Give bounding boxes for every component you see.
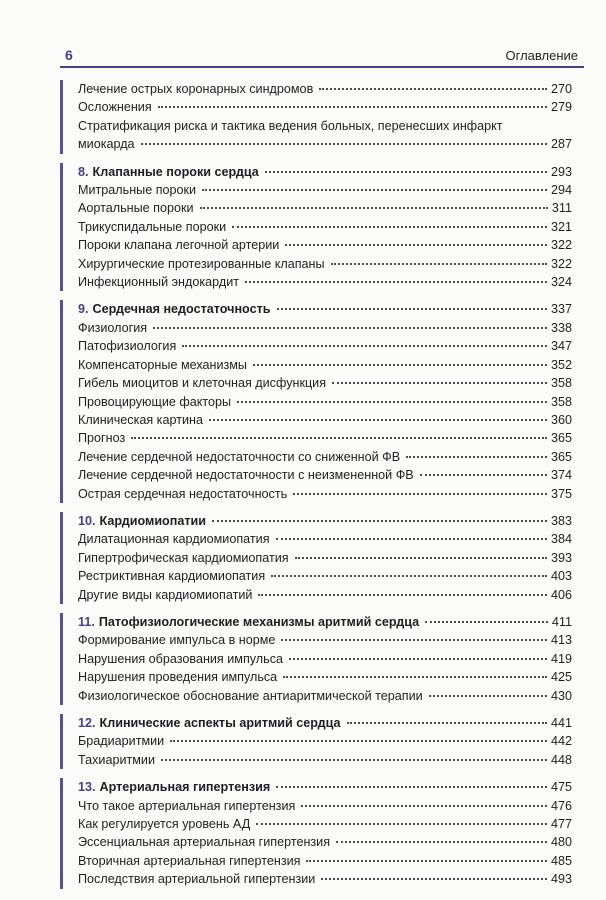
- dot-leader: [289, 658, 547, 660]
- chapter-title: Клапанные пороки сердца: [92, 164, 259, 179]
- dot-leader: [237, 401, 547, 403]
- dot-leader: [277, 308, 547, 310]
- dot-leader: [141, 143, 547, 145]
- toc-entry[interactable]: [78, 732, 572, 750]
- toc-entry-page: 294: [550, 183, 572, 198]
- toc-entry[interactable]: [78, 485, 572, 503]
- toc-entry-page: 365: [550, 449, 572, 464]
- toc-entry[interactable]: [78, 393, 572, 411]
- toc-entry-page: 419: [550, 651, 572, 666]
- toc-entry-page: 375: [550, 486, 572, 501]
- toc-entry-page: 287: [550, 137, 572, 152]
- chapter-title: Кардиомиопатии: [99, 513, 207, 528]
- toc-entry[interactable]: [78, 815, 572, 833]
- toc-entry[interactable]: [78, 650, 572, 668]
- toc-entry-title: Брадиаритмии: [78, 734, 165, 749]
- toc-entry-title: Гипертрофическая кардиомиопатия: [78, 550, 289, 565]
- toc-entry-title-line1: Стратификация риска и тактика ведения больных, перенесших инфаркт: [78, 118, 503, 133]
- chapter-11: [60, 613, 572, 705]
- toc-entry-title: Нарушения образования импульса: [78, 651, 283, 666]
- dot-leader: [319, 88, 547, 90]
- toc-entry-page: 442: [550, 734, 572, 749]
- dot-leader: [170, 740, 547, 742]
- chapter-heading[interactable]: [78, 163, 572, 181]
- toc-entry[interactable]: [78, 411, 572, 429]
- toc-entry-title: Гибель миоцитов и клеточная дисфункция: [78, 376, 327, 391]
- toc-entry[interactable]: [78, 668, 572, 686]
- toc-entry-page: 406: [550, 587, 572, 602]
- chapter-heading[interactable]: [78, 714, 572, 732]
- toc-entry-title: Другие виды кардиомиопатий: [78, 587, 253, 602]
- dot-leader: [258, 594, 547, 596]
- toc-entry[interactable]: [78, 833, 572, 851]
- toc-entry[interactable]: [78, 98, 572, 116]
- toc-entry-title: Физиологическое обоснование антиаритмической терапии: [78, 688, 423, 703]
- toc-entry-page: 338: [550, 320, 572, 335]
- toc-entry-title: Митральные пороки: [78, 183, 197, 198]
- dot-leader: [406, 456, 547, 458]
- toc-entry-title: Хирургические протезированные клапаны: [78, 256, 325, 271]
- toc-entry-page: 485: [550, 853, 572, 868]
- running-title: Оглавление: [505, 48, 578, 63]
- toc-entry[interactable]: [78, 852, 572, 870]
- chapter-page: 383: [550, 513, 572, 528]
- dot-leader: [331, 263, 547, 265]
- dot-leader: [131, 437, 547, 439]
- continued-sections: [60, 80, 572, 154]
- dot-leader: [200, 207, 548, 209]
- chapter-title: Клинические аспекты аритмий сердца: [99, 716, 341, 730]
- dot-leader: [209, 419, 547, 421]
- toc-entry-page: 360: [550, 412, 572, 427]
- toc-entry-title: Клиническая картина: [78, 412, 203, 427]
- toc-entry-title: Аортальные пороки: [78, 201, 194, 216]
- dot-leader: [425, 621, 548, 623]
- table-of-contents: [60, 80, 572, 898]
- toc-entry-title: Последствия артериальной гипертензии: [78, 872, 316, 887]
- chapter-heading[interactable]: [78, 778, 572, 796]
- toc-entry-title: Осложнения: [78, 100, 152, 115]
- dot-leader: [281, 639, 547, 641]
- toc-entry[interactable]: [78, 429, 572, 447]
- toc-entry-title: Трикуспидальные пороки: [78, 219, 227, 234]
- dot-leader: [161, 759, 547, 761]
- toc-entry-page: 480: [550, 835, 572, 850]
- toc-entry-page: 430: [550, 688, 572, 703]
- chapter-13: [60, 778, 572, 888]
- toc-entry-wrapped-end[interactable]: [78, 135, 572, 153]
- dot-leader: [182, 345, 547, 347]
- chapter-number: 9.: [78, 302, 89, 317]
- chapter-number: 13.: [78, 780, 96, 795]
- header-rule: [60, 66, 584, 68]
- toc-entry-page: 311: [551, 201, 572, 216]
- toc-entry[interactable]: [78, 466, 572, 484]
- dot-leader: [321, 878, 547, 880]
- toc-entry-title: Тахиаритмии: [78, 752, 156, 767]
- toc-entry-page: 448: [550, 752, 572, 767]
- toc-entry-title: Дилатационная кардиомиопатия: [78, 532, 270, 547]
- dot-leader: [245, 281, 547, 283]
- toc-entry-page: 358: [550, 376, 572, 391]
- toc-entry[interactable]: [78, 586, 572, 604]
- toc-entry-title: Острая сердечная недостаточность: [78, 486, 288, 501]
- toc-entry-title: Компенсаторные механизмы: [78, 357, 247, 372]
- dot-leader: [153, 327, 547, 329]
- dot-leader: [276, 786, 547, 788]
- toc-entry-page: 365: [550, 431, 572, 446]
- toc-entry-page: 374: [550, 468, 572, 483]
- chapter-title: Артериальная гипертензия: [99, 780, 271, 795]
- toc-entry[interactable]: [78, 236, 572, 254]
- toc-entry-title: Инфекционный эндокардит: [78, 275, 240, 290]
- chapter-title: Сердечная недостаточность: [92, 302, 271, 317]
- chapter-page: 475: [550, 780, 572, 795]
- chapter-title: Патофизиологические механизмы аритмий сердца: [98, 614, 420, 629]
- toc-entry-title: Формирование импульса в норме: [78, 633, 276, 648]
- dot-leader: [283, 676, 547, 678]
- toc-entry-title: Прогноз: [78, 431, 126, 446]
- dot-leader: [202, 189, 547, 191]
- dot-leader: [336, 841, 547, 843]
- toc-entry-page: 493: [550, 872, 572, 887]
- toc-entry-page: 403: [550, 569, 572, 584]
- chapter-page: 337: [550, 302, 572, 317]
- toc-entry-page: 322: [550, 238, 572, 253]
- chapter-page: 411: [551, 614, 572, 629]
- toc-entry[interactable]: [78, 319, 572, 337]
- chapter-number: 10.: [78, 513, 96, 528]
- toc-entry-page: 413: [550, 633, 572, 648]
- chapter-number: 11.: [78, 614, 95, 629]
- dot-leader: [332, 382, 547, 384]
- toc-entry-page: 279: [550, 100, 572, 115]
- dot-leader: [429, 695, 547, 697]
- dot-leader: [285, 244, 547, 246]
- dot-leader: [420, 474, 547, 476]
- dot-leader: [253, 364, 547, 366]
- chapter-page: 293: [550, 164, 572, 179]
- chapter-number: 12.: [78, 716, 96, 730]
- dot-leader: [158, 106, 547, 108]
- toc-entry-title: Пороки клапана легочной артерии: [78, 238, 280, 253]
- toc-entry-page: 384: [550, 532, 572, 547]
- dot-leader: [265, 171, 547, 173]
- toc-entry[interactable]: [78, 631, 572, 649]
- toc-entry-title: Физиология: [78, 320, 148, 335]
- toc-entry[interactable]: [78, 870, 572, 888]
- toc-entry-title: Лечение сердечной недостаточности с неизмененной ФВ: [78, 468, 414, 483]
- toc-entry-page: 324: [550, 275, 572, 290]
- toc-entry[interactable]: [78, 273, 572, 291]
- toc-entry[interactable]: [78, 356, 572, 374]
- toc-entry[interactable]: [78, 337, 572, 355]
- toc-entry[interactable]: [78, 448, 572, 466]
- chapter-number: 8.: [78, 164, 89, 179]
- chapter-page: 441: [550, 716, 572, 730]
- toc-entry-title: Нарушения проведения импульса: [78, 670, 278, 685]
- dot-leader: [212, 520, 547, 522]
- chapter-8: [60, 163, 572, 292]
- toc-entry-page: 393: [550, 550, 572, 565]
- toc-entry-page: 358: [550, 394, 572, 409]
- dot-leader: [276, 538, 547, 540]
- toc-entry[interactable]: [78, 374, 572, 392]
- dot-leader: [301, 805, 547, 807]
- toc-entry-page: 476: [550, 798, 572, 813]
- dot-leader: [232, 226, 547, 228]
- dot-leader: [295, 557, 547, 559]
- toc-entry-title: Как регулируется уровень АД: [78, 817, 251, 832]
- toc-entry-title: Лечение сердечной недостаточности со сниженной ФВ: [78, 449, 401, 464]
- toc-entry[interactable]: [78, 797, 572, 815]
- toc-entry-title: Лечение острых коронарных синдромов: [78, 82, 314, 96]
- toc-entry-title: Эссенциальная артериальная гипертензия: [78, 835, 331, 850]
- toc-entry[interactable]: [78, 199, 572, 217]
- toc-entry-title: Провоцирующие факторы: [78, 394, 232, 409]
- toc-entry-page: 347: [550, 339, 572, 354]
- toc-entry-page: 352: [550, 357, 572, 372]
- chapter-12: [60, 714, 572, 769]
- toc-entry-page: 321: [550, 219, 572, 234]
- toc-entry[interactable]: [78, 80, 572, 98]
- toc-entry-title: Что такое артериальная гипертензия: [78, 798, 296, 813]
- toc-entry-page: 270: [550, 82, 572, 96]
- dot-leader: [293, 493, 547, 495]
- toc-entry[interactable]: [78, 181, 572, 199]
- toc-entry[interactable]: [78, 218, 572, 236]
- toc-entry[interactable]: [78, 567, 572, 585]
- toc-entry[interactable]: [78, 751, 572, 769]
- chapter-9: [60, 300, 572, 502]
- chapter-heading[interactable]: [78, 613, 572, 631]
- toc-entry[interactable]: [78, 530, 572, 548]
- toc-entry[interactable]: [78, 549, 572, 567]
- toc-entry-page: 322: [550, 256, 572, 271]
- toc-entry-title: Рестриктивная кардиомиопатия: [78, 569, 266, 584]
- dot-leader: [271, 575, 547, 577]
- chapter-10: [60, 512, 572, 604]
- toc-entry-title: Вторичная артериальная гипертензия: [78, 853, 301, 868]
- toc-entry[interactable]: [78, 687, 572, 705]
- toc-entry-wrapped[interactable]: [78, 117, 572, 135]
- toc-entry-page: 425: [550, 670, 572, 685]
- toc-entry[interactable]: [78, 255, 572, 273]
- toc-entry-title-line2: миокарда: [78, 137, 135, 152]
- chapter-heading[interactable]: [78, 512, 572, 530]
- dot-leader: [306, 860, 547, 862]
- dot-leader: [347, 722, 547, 724]
- page-number: 6: [65, 47, 73, 63]
- dot-leader: [256, 823, 547, 825]
- toc-entry-title: Патофизиология: [78, 339, 177, 354]
- chapter-heading[interactable]: [78, 300, 572, 318]
- toc-entry-page: 477: [550, 817, 572, 832]
